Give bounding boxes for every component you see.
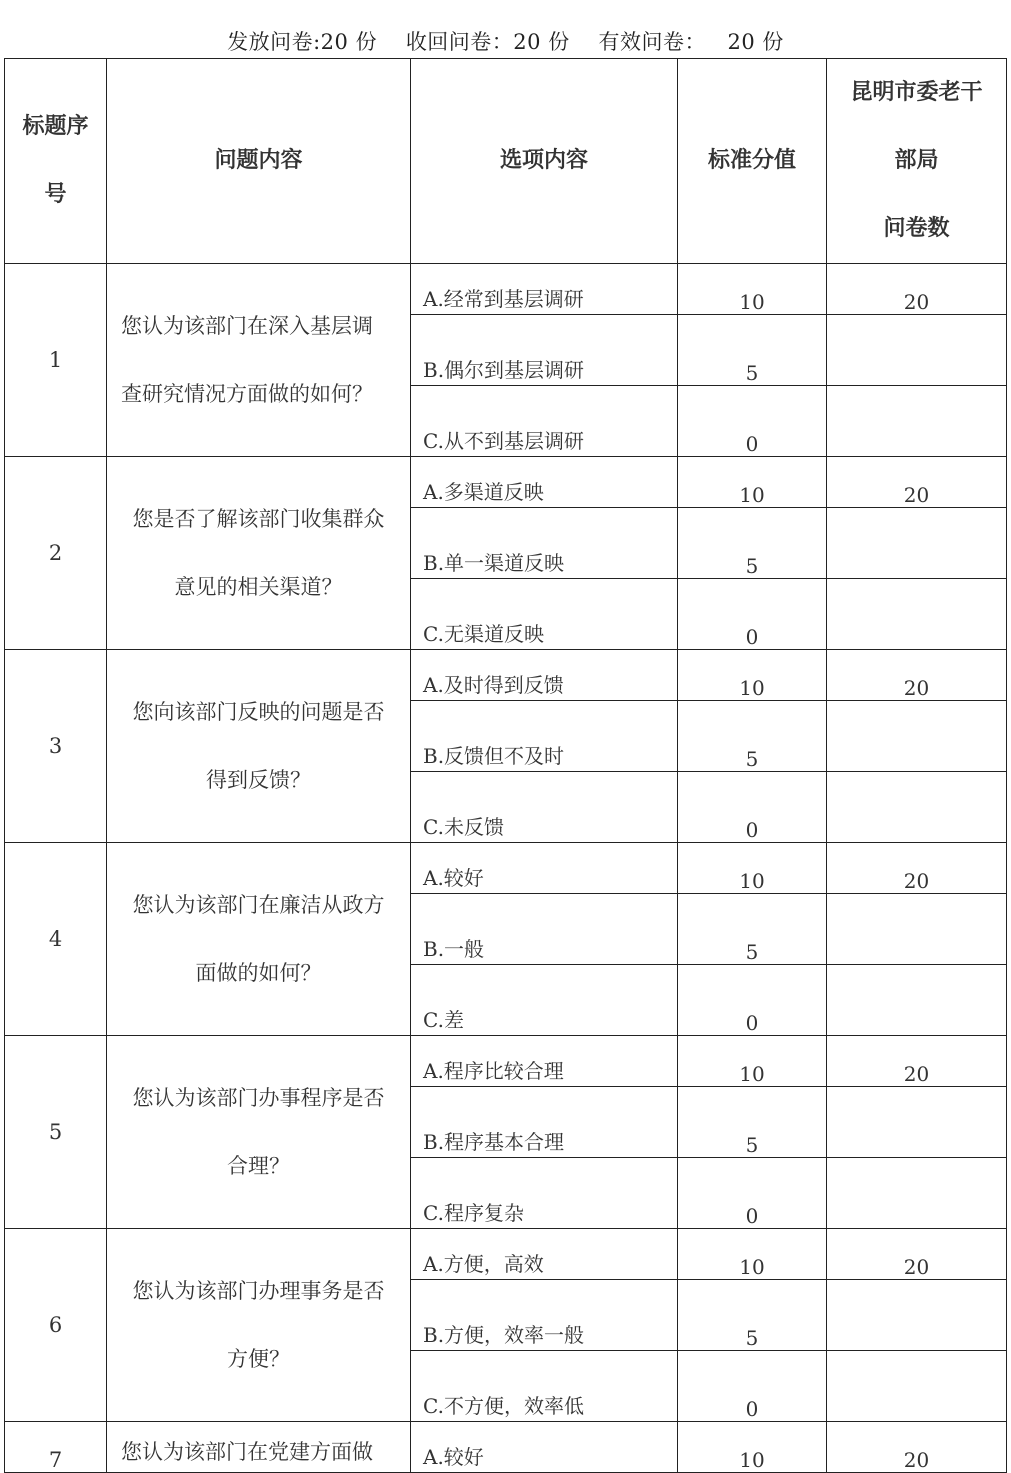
questionnaire-count: 20 — [827, 1422, 1007, 1473]
standard-score: 0 — [678, 1158, 827, 1229]
table-row — [5, 457, 1007, 508]
table-row — [5, 264, 1007, 315]
question-line: 意见的相关渠道？ — [174, 575, 343, 599]
questionnaire-count — [827, 894, 1007, 965]
questionnaire-count: 20 — [827, 650, 1007, 701]
option-content: A.程序比较合理 — [411, 1036, 678, 1087]
issued-count: 发放问卷:20 份 — [227, 30, 378, 54]
table-body — [5, 264, 1007, 1473]
option-content: A.较好 — [411, 843, 678, 894]
survey-summary — [0, 26, 1011, 56]
standard-score: 10 — [678, 1036, 827, 1087]
table-row — [5, 843, 1007, 894]
question-line: 您认为该部门在深入基层调 — [121, 314, 373, 338]
option-content: A.较好 — [411, 1422, 678, 1473]
column-header-option: 选项内容 — [411, 59, 678, 264]
column-header-question: 问题内容 — [107, 59, 411, 264]
standard-score: 5 — [678, 508, 827, 579]
questionnaire-count: 20 — [827, 264, 1007, 315]
standard-score: 0 — [678, 386, 827, 457]
option-content: A.多渠道反映 — [411, 457, 678, 508]
standard-score: 10 — [678, 843, 827, 894]
questionnaire-count — [827, 315, 1007, 386]
option-content: B.偶尔到基层调研 — [411, 315, 678, 386]
question-content — [107, 1422, 411, 1473]
option-content: C.无渠道反映 — [411, 579, 678, 650]
option-content: C.从不到基层调研 — [411, 386, 678, 457]
question-number: 5 — [5, 1036, 107, 1229]
question-number: 2 — [5, 457, 107, 650]
question-line: 您认为该部门办事程序是否 — [132, 1086, 385, 1110]
question-line: 您是否了解该部门收集群众 — [132, 507, 385, 531]
questionnaire-count: 20 — [827, 1229, 1007, 1280]
table-row — [5, 1036, 1007, 1087]
standard-score: 5 — [678, 701, 827, 772]
option-content: B.方便，效率一般 — [411, 1280, 678, 1351]
option-content: B.单一渠道反映 — [411, 508, 678, 579]
standard-score: 0 — [678, 1351, 827, 1422]
questionnaire-count — [827, 965, 1007, 1036]
standard-score: 5 — [678, 1087, 827, 1158]
table-row — [5, 650, 1007, 701]
questionnaire-count: 20 — [827, 1036, 1007, 1087]
option-content: C.不方便，效率低 — [411, 1351, 678, 1422]
question-number: 4 — [5, 843, 107, 1036]
option-content: C.程序复杂 — [411, 1158, 678, 1229]
question-number: 7 — [5, 1422, 107, 1473]
question-line: 查研究情况方面做的如何？ — [121, 382, 373, 406]
question-content — [107, 264, 411, 457]
option-content: B.一般 — [411, 894, 678, 965]
questionnaire-count: 20 — [827, 457, 1007, 508]
option-content: C.差 — [411, 965, 678, 1036]
question-line: 得到反馈？ — [206, 768, 311, 792]
question-line: 您认为该部门在廉洁从政方 — [132, 893, 385, 917]
standard-score: 5 — [678, 894, 827, 965]
question-line: 方便？ — [227, 1347, 290, 1371]
questionnaire-count — [827, 772, 1007, 843]
questionnaire-count — [827, 386, 1007, 457]
question-number: 1 — [5, 264, 107, 457]
standard-score: 5 — [678, 1280, 827, 1351]
survey-table — [4, 58, 1007, 1473]
questionnaire-count — [827, 1087, 1007, 1158]
option-content: A.方便，高效 — [411, 1229, 678, 1280]
standard-score: 10 — [678, 457, 827, 508]
questionnaire-count — [827, 701, 1007, 772]
valid-count: 有效问卷： 20 份 — [598, 30, 784, 54]
standard-score: 10 — [678, 1422, 827, 1473]
table-row — [5, 1229, 1007, 1280]
question-line: 合理？ — [227, 1154, 290, 1178]
column-header-count: 昆明市委老干 部局 问卷数 — [827, 59, 1007, 264]
question-line: 面做的如何？ — [195, 961, 322, 985]
option-content: B.反馈但不及时 — [411, 701, 678, 772]
question-content — [107, 843, 411, 1036]
standard-score: 10 — [678, 1229, 827, 1280]
table-row — [5, 1422, 1007, 1473]
table-header-row — [5, 59, 1007, 264]
question-content — [107, 1229, 411, 1422]
standard-score: 0 — [678, 772, 827, 843]
question-line: 您向该部门反映的问题是否 — [132, 700, 385, 724]
standard-score: 0 — [678, 579, 827, 650]
question-number: 6 — [5, 1229, 107, 1422]
standard-score: 10 — [678, 650, 827, 701]
question-content — [107, 650, 411, 843]
questionnaire-count — [827, 579, 1007, 650]
question-content — [107, 457, 411, 650]
question-line: 您认为该部门在党建方面做 — [121, 1440, 373, 1464]
question-number: 3 — [5, 650, 107, 843]
standard-score: 10 — [678, 264, 827, 315]
received-count: 收回问卷：20 份 — [405, 30, 570, 54]
question-content — [107, 1036, 411, 1229]
questionnaire-count — [827, 1280, 1007, 1351]
option-content: B.程序基本合理 — [411, 1087, 678, 1158]
questionnaire-count — [827, 508, 1007, 579]
standard-score: 0 — [678, 965, 827, 1036]
column-header-no: 标题序 号 — [5, 59, 107, 264]
questionnaire-count — [827, 1351, 1007, 1422]
question-line: 您认为该部门办理事务是否 — [132, 1279, 385, 1303]
standard-score: 5 — [678, 315, 827, 386]
option-content: C.未反馈 — [411, 772, 678, 843]
questionnaire-count: 20 — [827, 843, 1007, 894]
questionnaire-count — [827, 1158, 1007, 1229]
option-content: A.及时得到反馈 — [411, 650, 678, 701]
option-content: A.经常到基层调研 — [411, 264, 678, 315]
column-header-score: 标准分值 — [678, 59, 827, 264]
